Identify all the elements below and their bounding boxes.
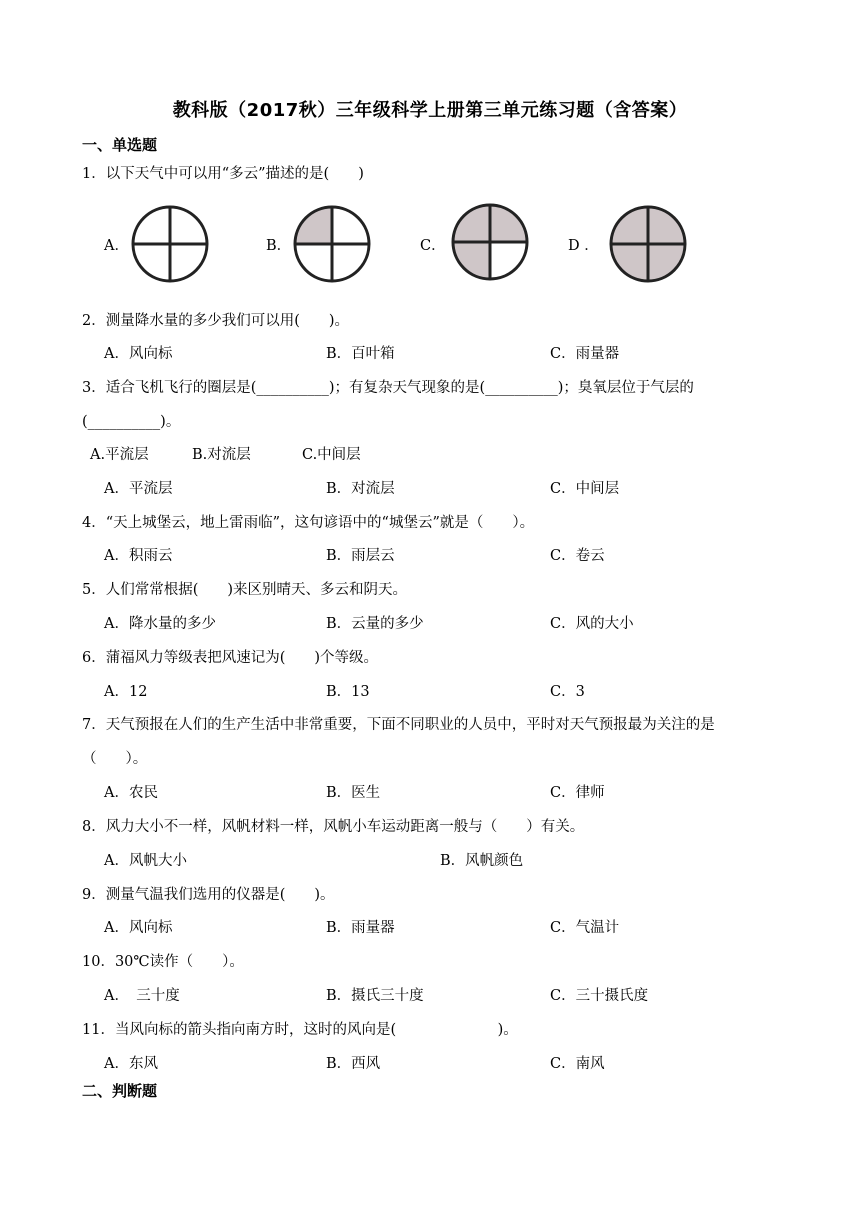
question-9-option-c[interactable]: C．气温计: [550, 920, 620, 936]
question-3-hint-c: C.中间层: [302, 447, 361, 463]
question-8-option-a[interactable]: A．风帆大小: [104, 853, 187, 869]
question-2-option-a[interactable]: A．风向标: [104, 346, 173, 362]
question-3-hint-a: A.平流层: [90, 447, 149, 463]
question-7-text-line1: 7．天气预报在人们的生产生活中非常重要，下面不同职业的人员中，平时对天气预报最为关注的是: [82, 717, 715, 733]
question-5-text: 5．人们常常根据( )来区别晴天、多云和阴天。: [82, 582, 408, 598]
question-10-option-a[interactable]: A． 三十度: [104, 988, 180, 1004]
cloud-cover-circle-c: [450, 202, 530, 282]
question-4-option-b[interactable]: B．雨层云: [326, 548, 395, 564]
question-6-option-b[interactable]: B．13: [326, 684, 370, 700]
question-4-text: 4．“天上城堡云，地上雷雨临”，这句谚语中的“城堡云”就是（ ）。: [82, 515, 535, 531]
section-heading-single-choice: 一、单选题: [82, 136, 158, 154]
question-3-text-line2: (__________)。: [82, 414, 181, 430]
question-4-option-c[interactable]: C．卷云: [550, 548, 605, 564]
question-6-option-a[interactable]: A．12: [104, 684, 148, 700]
question-1-option-c-label: C．: [420, 238, 446, 254]
question-1-option-b-label: B．: [266, 238, 292, 254]
question-6-option-c[interactable]: C．3: [550, 684, 585, 700]
question-3-hint-b: B.对流层: [192, 447, 251, 463]
question-10-text: 10．30℃读作（ ）。: [82, 954, 244, 970]
question-5-option-b[interactable]: B．云量的多少: [326, 616, 424, 632]
cloud-cover-circle-a: [130, 204, 210, 284]
question-11-option-b[interactable]: B．西风: [326, 1056, 381, 1072]
question-11-text: 11．当风向标的箭头指向南方时，这时的风向是( )。: [82, 1022, 518, 1038]
question-11-option-c[interactable]: C．南风: [550, 1056, 605, 1072]
question-3-option-a[interactable]: A．平流层: [104, 481, 173, 497]
question-7-option-a[interactable]: A．农民: [104, 785, 158, 801]
question-6-text: 6．蒲福风力等级表把风速记为( )个等级。: [82, 650, 379, 666]
question-7-text-line2: （ ）。: [82, 751, 148, 767]
question-1-text: 1．以下天气中可以用“多云”描述的是( ): [82, 166, 364, 182]
question-3-option-c[interactable]: C．中间层: [550, 481, 620, 497]
question-10-option-b[interactable]: B．摄氏三十度: [326, 988, 424, 1004]
question-10-option-c[interactable]: C．三十摄氏度: [550, 988, 649, 1004]
question-9-option-a[interactable]: A．风向标: [104, 920, 173, 936]
question-2-text: 2．测量降水量的多少我们可以用( )。: [82, 313, 350, 329]
section-heading-true-false: 二、判断题: [82, 1082, 158, 1100]
question-9-text: 9．测量气温我们选用的仪器是( )。: [82, 887, 335, 903]
question-1-option-a-label: A．: [104, 238, 129, 254]
question-7-option-b[interactable]: B．医生: [326, 785, 381, 801]
cloud-cover-circle-b: [292, 204, 372, 284]
question-4-option-a[interactable]: A．积雨云: [104, 548, 173, 564]
question-3-text-line1: 3．适合飞机飞行的圈层是(__________)；有复杂天气现象的是(__________)；臭氧层位于气层的: [82, 380, 694, 396]
question-5-option-a[interactable]: A．降水量的多少: [104, 616, 216, 632]
question-8-text: 8．风力大小不一样，风帆材料一样，风帆小车运动距离一般与（ ）有关。: [82, 819, 585, 835]
question-2-option-b[interactable]: B．百叶箱: [326, 346, 395, 362]
page-title: 教科版（2017秋）三年级科学上册第三单元练习题（含答案）: [172, 100, 688, 121]
question-9-option-b[interactable]: B．雨量器: [326, 920, 395, 936]
question-5-option-c[interactable]: C．风的大小: [550, 616, 634, 632]
question-8-option-b[interactable]: B．风帆颜色: [440, 853, 524, 869]
cloud-cover-circle-d: [608, 204, 688, 284]
question-11-option-a[interactable]: A．东风: [104, 1056, 158, 1072]
question-7-option-c[interactable]: C．律师: [550, 785, 605, 801]
question-3-option-b[interactable]: B．对流层: [326, 481, 395, 497]
question-2-option-c[interactable]: C．雨量器: [550, 346, 620, 362]
question-1-option-d-label: D ．: [568, 238, 599, 254]
